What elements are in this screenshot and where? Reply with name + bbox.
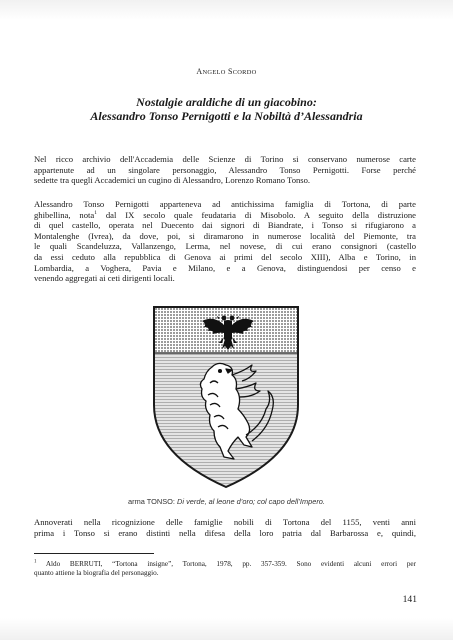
paragraph-line: appartenute ad un singolare personaggio, Alessandro Tonso Pernigotti. Forse perché xyxy=(34,164,416,175)
paragraph-line: prima i Tonso si erano distinti nella difesa della loro patria dal Barbarossa e, quindi, xyxy=(34,527,416,538)
paragraph-line: le quali Scandeluzza, Vallanzengo, Lerma, nel novese, di cui erano consignori (castello xyxy=(34,241,416,252)
paragraph-line: di quel castello, operata nel Duecento dai signori di Biandrate, i Tonso si rifugiarono a xyxy=(34,220,416,231)
paragraph-2 xyxy=(34,199,416,284)
footnote-divider xyxy=(34,553,154,554)
paragraph-3 xyxy=(34,517,416,538)
coat-of-arms-figure xyxy=(152,305,300,490)
paragraph-line: da essi ceduto alla repubblica di Genova ai primi del secolo XIII), Alba e Torino, in xyxy=(34,251,416,262)
footnote-line: quanto attiene la biografia del personaggio. xyxy=(34,569,159,577)
paragraph-1 xyxy=(34,154,416,186)
title-line-2: Alessandro Tonso Pernigotti e la Nobiltà d’Alessandria xyxy=(90,109,363,123)
figure-caption: arma TONSO: Di verde, al leone d’oro; col capo dell’Impero. xyxy=(128,497,325,506)
paragraph-line: venendo aggregati ai ceti dirigenti locali. xyxy=(34,273,175,284)
paragraph-line: Montalenghe (Ivrea), da dove, poi, si diramarono in numerose località del Piemonte, tra xyxy=(34,230,416,241)
page-top-edge xyxy=(0,0,453,20)
author-name: ANGELO SCORDO xyxy=(196,67,257,76)
footnote-mark: 1 xyxy=(34,559,37,565)
paragraph-line: sedette tra quegli Accademici un cugino di Alessandro, Lorenzo Romano Tonso. xyxy=(34,175,311,186)
footnote-line: $^1$ Aldo BERRUTI, “Tortona insigne”, Tortona, 1978, pp. 357-359. Sono evidenti alcuni errori per xyxy=(34,559,416,568)
paragraph-line: Alessandro Tonso Pernigotti apparteneva ad antichissima famiglia di Tortona, di parte xyxy=(34,199,416,209)
paragraph-line: Nel ricco archivio dell'Accademia delle Scienze di Torino si conservano numerose carte xyxy=(34,154,416,164)
title-line-1: Nostalgie araldiche di un giacobino: xyxy=(136,95,317,109)
paragraph-line: Lombardia, a Voghera, Pavia e Milano, e a Genova, distinguendosi per censo e xyxy=(34,262,416,273)
footnote xyxy=(34,560,416,578)
paragraph-line: ghibellina, nota$^1$ dal IX secolo quale feudataria di Misobolo. A seguito della distruzione xyxy=(34,209,416,220)
coat-of-arms-shield xyxy=(152,305,300,490)
page-bottom-edge xyxy=(0,618,453,640)
article-title xyxy=(0,95,453,123)
footnote-ref: 1 xyxy=(94,209,97,216)
page-number: 141 xyxy=(402,594,417,605)
paragraph-line: Annoverati nella ricognizione delle famiglie nobili di Tortona del 1155, venti anni xyxy=(34,517,416,527)
